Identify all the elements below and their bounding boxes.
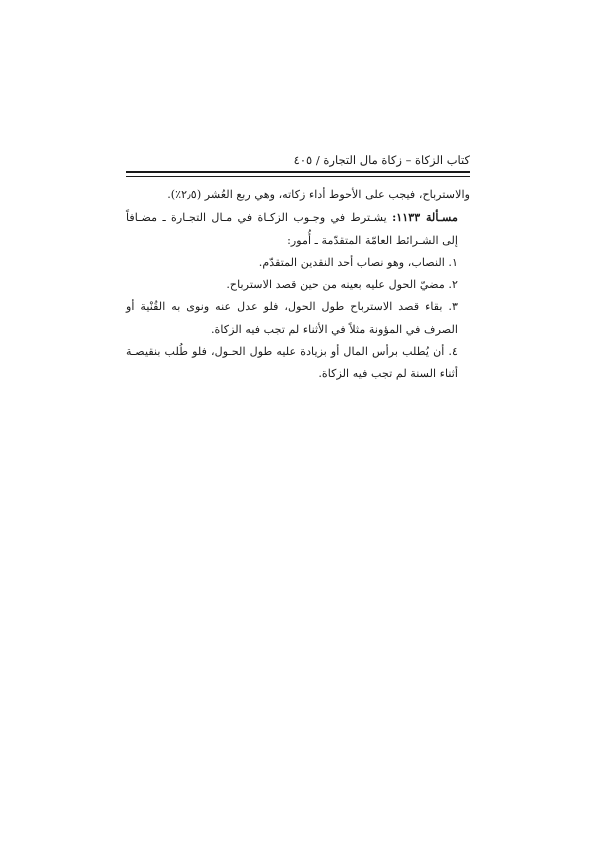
issue-paragraph <box>126 206 470 252</box>
condition-item-1: ١. النصاب، وهو نصاب أحد النقدين المتقدّم. <box>258 255 458 269</box>
condition-item-3: ٣. بقاء قصد الاسترباح طول الحول، فلو عدل عنه ونوى به القُنْية أو الصرف في المؤونة مثلاً في الأثناء لم تجب فيه الزكاة. <box>126 300 458 336</box>
header-rule-thick <box>126 171 470 173</box>
condition-item-4: ٤. أن يُطلب برأس المال أو بزيادة عليه طول الحـول، فلو طُلب بنقيصـة أثناء السنة لم تجب فيه الزكاة. <box>126 345 458 381</box>
continuation-paragraph: والاسترباح، فيجب على الأحوط أداء زكاته، وهي ربع العُشر (٢٫٥٪). <box>167 188 470 201</box>
running-header: كتاب الزكاة – زكاة مال التجارة / ٤٠٥ <box>293 153 470 167</box>
header-rule-thin <box>126 176 470 177</box>
issue-text: يشـترط في وجـوب الزكـاة في مـال التجـارة ـ مضـافاً إلى الشـرائط العامّة المتقدّمة ـ أُمور: <box>126 211 458 247</box>
page-body <box>126 184 470 386</box>
condition-item-2: ٢. مضيّ الحول عليه بعينه من حين قصد الاسترباح. <box>226 278 458 292</box>
issue-number-label: مسـألة ١١٣٣: <box>392 210 459 225</box>
